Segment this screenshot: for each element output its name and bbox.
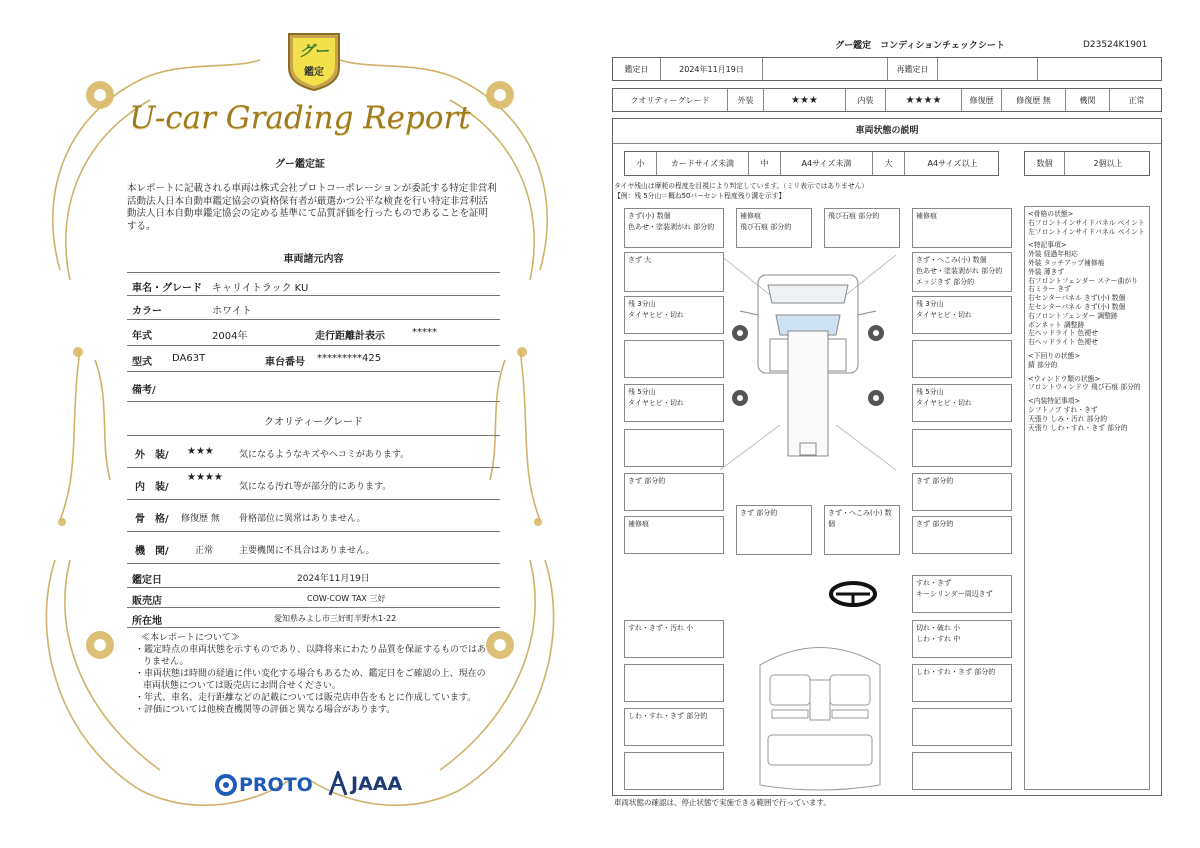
engine-label: 機関 — [1066, 89, 1110, 111]
chassis-label: 車台番号 — [265, 357, 305, 368]
condition-box-empty — [912, 752, 1012, 790]
row-remarks — [127, 372, 500, 402]
condition-box-empty — [624, 340, 724, 378]
ext-label: 外装 — [728, 89, 764, 111]
condition-box-16: きず 部分的 — [912, 516, 1012, 554]
redate-spacer — [1038, 58, 1163, 80]
note-item: ・鑑定時点の車両状態を示すものであり、以降将来にわたり品質を保証するものではありません。 — [135, 645, 487, 667]
date-value: 2024年11月19日 — [661, 58, 763, 80]
condition-box-6: きず・へこみ(小) 数個 色あせ・塗装剥がれ 部分的 エッジきず 部分的 — [912, 252, 1012, 292]
side-note-line: 右フロントフェンダー 調整跡 — [1028, 311, 1118, 320]
size-small-desc: カードサイズ未満 — [657, 152, 749, 175]
note-item: ・評価については他検査機関等の評価と異なる場合があります。 — [135, 705, 396, 715]
intro-paragraph: 本レポートに記載される車両は株式会社プロトコーポレーションが委託する特定非営利活動法人日本自動車鑑定協会の資格保有者が厳選かつ公平な検査を行い特定非営利活動法人日本自動車鑑定協会の定める基準にて品質評価を行ったものであることを証明する。 — [127, 183, 497, 232]
section-title: 車両状態の説明 — [613, 119, 1161, 144]
condition-box-empty — [624, 429, 724, 467]
condition-box-12: きず 部分的 — [912, 473, 1012, 511]
exterior-desc: 気になるようなキズやヘコミがあります。 — [239, 450, 410, 460]
condition-box-17: すれ・きず キーシリンダー周辺きず — [912, 575, 1012, 613]
side-note-line: 右フロントフェンダー ステー曲がり — [1028, 276, 1138, 285]
condition-box-19: 切れ・破れ 小 しわ・すれ 中 — [912, 620, 1012, 658]
side-note-line: 錆 部分的 — [1028, 360, 1058, 369]
count-label: 数個 — [1025, 152, 1065, 175]
condition-box-1: きず(小) 数個 色あせ・塗装剥がれ 部分的 — [624, 208, 724, 248]
side-note-line: 左フロントインサイドパネル ペイント — [1028, 227, 1145, 236]
side-note-line: 外装 経過年相応 — [1028, 250, 1078, 259]
address-label: 所在地 — [132, 616, 162, 627]
row-exterior — [127, 436, 500, 468]
condition-box-9: 残 5分山 タイヤヒビ・切れ — [624, 384, 724, 422]
row-engine — [127, 532, 500, 564]
condition-box-15: きず・へこみ(小) 数個 — [824, 505, 900, 555]
engine-value: 正常 — [1128, 95, 1145, 105]
condition-box-5: きず 大 — [624, 252, 724, 292]
grade-table — [612, 88, 1162, 112]
specs-title: 車両諸元内容 — [283, 254, 344, 265]
side-note-line: 右センターパネル きず(小) 数個 — [1028, 294, 1126, 303]
chassis-value: *********425 — [317, 353, 382, 364]
name-label: 車名・グレード — [132, 283, 202, 294]
year-label: 年式 — [132, 331, 152, 342]
emblem-bottom-text: 鑑定 — [304, 67, 324, 78]
row-model — [127, 346, 500, 372]
condition-box-empty — [912, 708, 1012, 746]
odometer-label: 走行距離計表示 — [315, 331, 385, 342]
color-value: ホワイト — [212, 306, 252, 317]
condition-box-21: しわ・すれ・きず 部分的 — [624, 708, 724, 746]
notes-title: ≪本レポートについて≫ — [141, 633, 240, 643]
repair-value: 修復歴 無 — [1002, 89, 1066, 111]
side-note-line: 左センターパネル きず(小) 数個 — [1028, 302, 1126, 311]
side-note-line: <骨格の状態> — [1028, 210, 1074, 218]
notes-block — [135, 632, 490, 716]
int-stars: ★★★★ — [886, 89, 962, 111]
ext-stars: ★★★ — [764, 89, 846, 111]
exterior-stars: ★★★ — [187, 446, 214, 457]
document-id: D23524K1901 — [1083, 40, 1148, 50]
redate-label: 再鑑定日 — [888, 58, 938, 80]
side-note-line: 外装 タッチアップ補修痕 — [1028, 258, 1105, 267]
side-note-line: <内装特記事項> — [1028, 397, 1081, 406]
tire-note-1: タイヤ残山は摩耗の程度を目視により判定しています。（ミリ表示ではありません） — [614, 182, 869, 190]
quality-title-rule — [127, 424, 500, 436]
condition-check-sheet — [600, 0, 1200, 848]
note-item: ・車両状態は時間の経過に伴い変化する場合もあるため、鑑定日をご確認の上、現在の車両状態については販売店にお問合せください。 — [135, 669, 486, 691]
condition-box-empty — [912, 429, 1012, 467]
condition-box-20: しわ・すれ・きず 部分的 — [912, 664, 1012, 702]
date-table — [612, 57, 1162, 81]
frame-desc: 骨格部位に異常はありません。 — [239, 514, 366, 524]
address-value: 愛知県みよし市三好町半野木1-22 — [274, 614, 397, 623]
size-mid-desc: A4サイズ未満 — [781, 152, 873, 175]
side-note-line: 右フロントインサイドパネル ペイント — [1028, 218, 1145, 227]
side-note-line: 外装 薄きず — [1028, 267, 1065, 276]
engine-value: 正常 — [195, 546, 214, 556]
side-note-line: 天張り しわ・すれ・きず 部分的 — [1028, 423, 1128, 432]
jaaa-text: JAAA — [351, 773, 403, 795]
size-big: 大 — [873, 152, 905, 175]
sheet-title: グー鑑定 コンディションチェックシート — [835, 41, 1005, 51]
size-big-desc: A4サイズ以上 — [927, 159, 978, 168]
side-note-line: 左ヘッドライト 色褪せ — [1028, 329, 1098, 338]
count-desc: 2個以上 — [1093, 159, 1123, 168]
side-note-line: シフトノブ すれ・きず — [1028, 405, 1098, 414]
certificate-title: グー鑑定証 — [275, 159, 325, 170]
condition-box-8: 残 3分山 タイヤヒビ・切れ — [912, 296, 1012, 334]
date-value: 2024年11月19日 — [297, 574, 370, 584]
redate-value — [938, 58, 1038, 80]
note-item: ・年式、車名、走行距離などの記載については販売店申告をもとに作成しています。 — [135, 693, 477, 703]
side-note-line: フロントウィンドウ 飛び石痕 部分的 — [1028, 383, 1141, 392]
size-mid: 中 — [749, 152, 781, 175]
frame-value: 修復歴 無 — [181, 514, 220, 524]
frame-label: 骨 格/ — [135, 514, 169, 525]
condition-box-2: 補修痕 飛び石痕 部分的 — [736, 208, 812, 248]
condition-box-14: きず 部分的 — [736, 505, 812, 555]
side-note-line: <特記事項> — [1028, 241, 1067, 250]
date-label: 鑑定日 — [132, 575, 162, 586]
interior-label: 内 装/ — [135, 482, 169, 493]
side-note-line: ボンネット 調整跡 — [1028, 320, 1085, 329]
row-address — [127, 608, 500, 628]
proto-text: PROTO — [239, 774, 313, 796]
row-name-grade — [127, 272, 500, 296]
condition-box-11: きず 部分的 — [624, 473, 724, 511]
odometer-value: ***** — [412, 327, 437, 338]
row-color — [127, 296, 500, 320]
goo-kantei-emblem — [285, 30, 343, 92]
interior-desc: 気になる汚れ等が部分的にあります。 — [239, 482, 392, 492]
side-note-line: 右ミラー きず — [1028, 285, 1071, 294]
model-label: 型式 — [132, 357, 152, 368]
tire-note-2: 【例：残 5分山＝概ね50パーセント程度残り溝を示す】 — [614, 192, 786, 200]
row-frame — [127, 500, 500, 532]
engine-label: 機 関/ — [135, 546, 169, 557]
condition-box-3: 飛び石痕 部分的 — [824, 208, 900, 248]
condition-box-empty — [624, 664, 724, 702]
quality-title: クオリティーグレード — [264, 417, 363, 428]
side-note-line: <ウィンドウ類の状態> — [1028, 374, 1101, 383]
color-label: カラー — [132, 306, 162, 317]
row-date — [127, 566, 500, 588]
side-notes-panel — [1024, 206, 1150, 790]
grade-label: クオリティーグレード — [613, 89, 728, 111]
name-value: キャリイトラック KU — [212, 283, 309, 294]
script-title: U-car Grading Report — [129, 100, 471, 136]
row-interior — [127, 468, 500, 500]
condition-box-4: 補修痕 — [912, 208, 1012, 248]
row-dealer — [127, 588, 500, 608]
jaaa-mark-icon — [328, 771, 348, 797]
condition-box-7: 残 3分山 タイヤヒビ・切れ — [624, 296, 724, 334]
sheet-footer: 車両状態の確認は、停止状態で実施できる範囲で行っています。 — [614, 798, 831, 807]
int-label: 内装 — [846, 89, 886, 111]
steering-wheel-icon — [828, 580, 878, 608]
cabin-interior-diagram — [750, 635, 890, 795]
truck-top-view-diagram — [720, 255, 900, 470]
engine-desc: 主要機関に不具合はありません。 — [239, 546, 375, 556]
side-note-line: 天張り しみ・汚れ 部分的 — [1028, 414, 1108, 423]
dealer-value: COW-COW TAX 三好 — [307, 594, 386, 603]
emblem-top-text: グー — [298, 42, 329, 60]
condition-box-10: 残 5分山 タイヤヒビ・切れ — [912, 384, 1012, 422]
date-label: 鑑定日 — [613, 58, 661, 80]
dealer-label: 販売店 — [132, 596, 162, 607]
remarks-label: 備考/ — [132, 385, 156, 396]
repair-label: 修復歴 — [962, 89, 1002, 111]
side-note-line: 右ヘッドライト 色褪せ — [1028, 338, 1098, 347]
model-value: DA63T — [172, 353, 206, 364]
exterior-label: 外 装/ — [135, 450, 169, 461]
interior-stars: ★★★★ — [187, 472, 223, 483]
count-legend — [1024, 151, 1150, 176]
condition-box-empty — [624, 752, 724, 790]
year-value: 2004年 — [212, 331, 248, 342]
proto-logo — [215, 772, 313, 798]
size-legend — [624, 151, 999, 176]
jaaa-logo — [328, 770, 402, 798]
row-year — [127, 320, 500, 346]
side-note-line: <下回りの状態> — [1028, 351, 1081, 360]
side-notes-list — [1028, 210, 1146, 432]
condition-box-18: すれ・きず・汚れ 小 — [624, 620, 724, 658]
date-spacer — [763, 58, 888, 80]
condition-box-13: 補修痕 — [624, 516, 724, 554]
proto-mark-icon — [215, 774, 237, 796]
size-small: 小 — [625, 152, 657, 175]
condition-box-empty — [912, 340, 1012, 378]
